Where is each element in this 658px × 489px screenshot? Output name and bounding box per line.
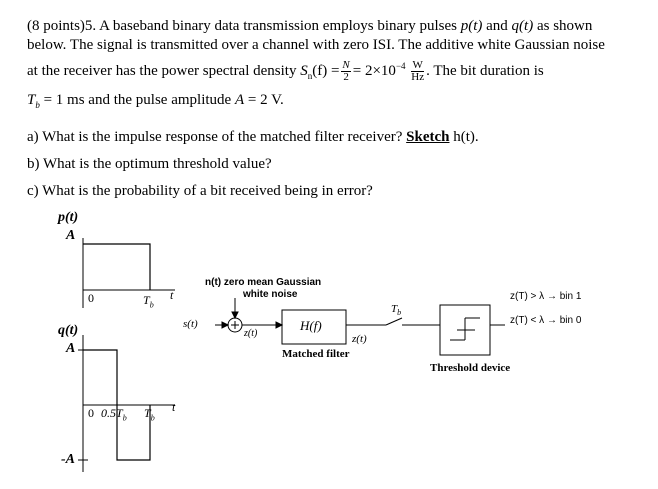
q-t-label: t	[172, 400, 176, 414]
q-half-label: $0.5T_b$	[101, 406, 127, 423]
input-signal-label: s(t)	[183, 318, 198, 330]
noise-label-2: white noise	[243, 289, 298, 300]
p-pulse	[83, 244, 150, 290]
pulse-p-plot	[83, 238, 175, 308]
problem-line-4: $T_b = 1$ ms and the pulse amplitude A = 2 V.	[27, 92, 284, 110]
threshold-caption: Threshold device	[430, 362, 511, 374]
q-amp-label: A	[66, 341, 76, 356]
matched-filter-caption: Matched filter	[282, 348, 350, 360]
question-b: b) What is the optimum threshold value?	[27, 156, 272, 172]
input-arrowhead	[222, 322, 228, 328]
sum-output-label: z(t)	[244, 328, 258, 339]
sampling-switch	[386, 318, 402, 325]
q-ylabel: q(t)	[58, 323, 79, 338]
filter-output-label: z(t)	[352, 333, 367, 345]
matched-filter-label: H(f)	[300, 318, 322, 333]
q-pulse-positive	[83, 350, 117, 405]
p-t-label: t	[170, 288, 174, 302]
block-diagram	[215, 298, 505, 355]
p-tb-label: $T_b$	[143, 293, 154, 310]
decision-rule-1: z(T) > λ → bin 1	[510, 291, 582, 302]
sketch-emphasis: Sketch	[406, 129, 450, 145]
q-tb-label: $T_b$	[144, 406, 155, 423]
p-origin-label: 0	[88, 291, 94, 305]
problem-line-3: at the receiver has the power spectral density $S_n(f)$ = $\frac{N}{2}$ = $2\times 10^{-4}$ $\frac{W}{Hz}$ . The bit duration is	[27, 59, 544, 83]
noise-label: n(t) zero mean Gaussian	[205, 277, 322, 288]
q-neg-amp-label: -A	[61, 452, 75, 467]
question-c: c) What is the probability of a bit received being in error?	[27, 183, 373, 199]
psd-symbol: S	[300, 62, 308, 79]
pulse-q-plot	[78, 335, 175, 472]
sampling-time-label: $T_b$	[391, 303, 402, 318]
p-ylabel: p(t)	[58, 210, 79, 225]
p-amp-label: A	[66, 228, 76, 243]
problem-line-2: below. The signal is transmitted over a channel with zero ISI. The additive white Gaussian noise	[27, 37, 605, 53]
decision-rule-2: z(T) < λ → bin 0	[510, 315, 582, 326]
q-origin-label: 0	[88, 406, 94, 420]
problem-line-1: (8 points)5. A baseband binary data transmission employs binary pulses p(t) and q(t) as shown	[27, 18, 593, 34]
question-a: a) What is the impulse response of the matched filter receiver? Sketch h(t).	[27, 129, 479, 145]
